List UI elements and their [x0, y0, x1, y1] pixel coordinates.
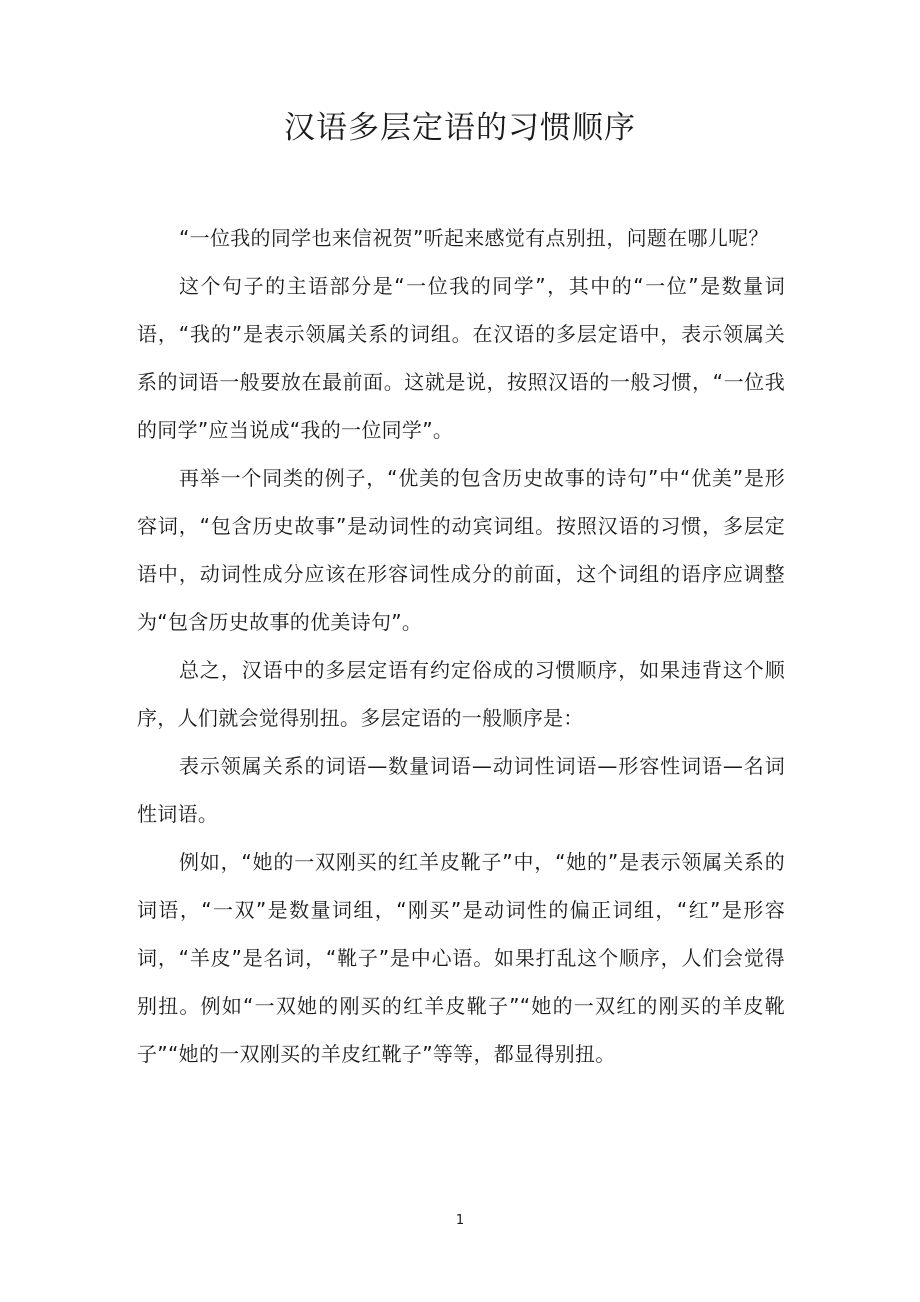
document-body	[137, 214, 785, 1078]
paragraph-order-rule: 表示领属关系的词语—数量词语—动词性词语—形容性词语—名词性词语。	[137, 754, 785, 826]
document-title: 汉语多层定语的习惯顺序	[284, 110, 636, 146]
page-number: 1	[455, 1213, 465, 1228]
paragraph-question: “一位我的同学也来信祝贺”听起来感觉有点别扭，问题在哪儿呢？	[179, 226, 769, 250]
paragraph-example: 再举一个同类的例子，“优美的包含历史故事的诗句”中“优美”是形容词，“包含历史故事”是动词性的动宾词组。按照汉语的习惯，多层定语中，动词性成分应该在形容词性成分的前面，这个词组的语序应调整为“包含历史故事的优美诗句”。	[137, 466, 785, 634]
paragraph-summary: 总之，汉语中的多层定语有约定俗成的习惯顺序，如果违背这个顺序，人们就会觉得别扭。多层定语的一般顺序是：	[137, 658, 785, 730]
paragraph-explanation: 这个句子的主语部分是“一位我的同学”，其中的“一位”是数量词语，“我的”是表示领属关系的词组。在汉语的多层定语中，表示领属关系的词语一般要放在最前面。这就是说，按照汉语的一般习惯，“一位我的同学”应当说成“我的一位同学”。	[137, 274, 785, 442]
paragraph-boots-example: 例如，“她的一双刚买的红羊皮靴子”中，“她的”是表示领属关系的词语，“一双”是数量词组，“刚买”是动词性的偏正词组，“红”是形容词，“羊皮”是名词，“靴子”是中心语。如果打乱这个顺序，人们会觉得别扭。例如“一双她的刚买的红羊皮靴子”“她的一双红的刚买的羊皮靴子”“她的一双刚买的羊皮红靴子”等等，都显得别扭。	[137, 850, 785, 1066]
